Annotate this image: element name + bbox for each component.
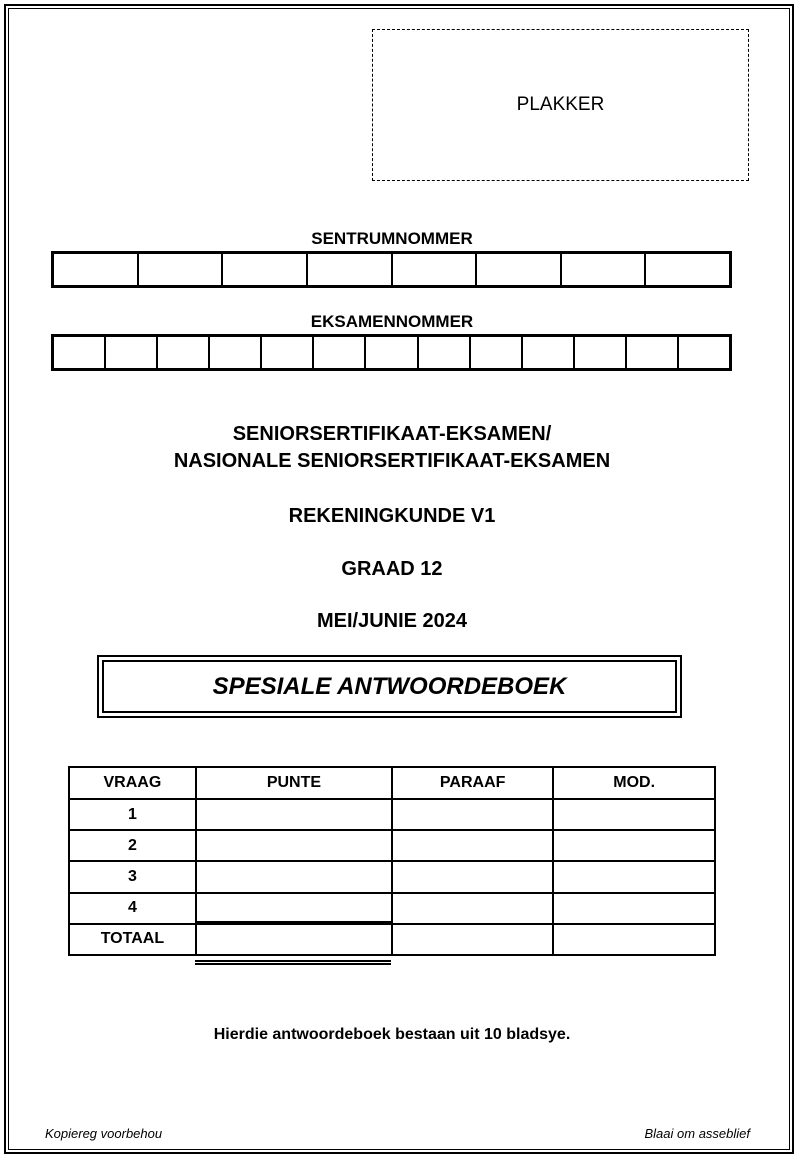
exam-number-digit-box[interactable]: [210, 337, 262, 368]
exam-number-boxes[interactable]: [51, 334, 732, 371]
sticker-label: PLAKKER: [516, 94, 605, 115]
exam-number-digit-box[interactable]: [366, 337, 418, 368]
sticker-box: [372, 29, 749, 181]
question-number: 1: [69, 799, 196, 830]
table-row-total: [69, 924, 715, 955]
booklet-title: SPESIALE ANTWOORDEBOEK: [102, 660, 677, 713]
exam-number-digit-box[interactable]: [262, 337, 314, 368]
centre-number-digit-box[interactable]: [646, 254, 729, 285]
exam-number-digit-box[interactable]: [314, 337, 366, 368]
header-paraaf: PARAAF: [392, 767, 553, 799]
copyright-note: Kopiereg voorbehou: [45, 1126, 163, 1141]
exam-number-digit-box[interactable]: [54, 337, 106, 368]
exam-number-digit-box[interactable]: [419, 337, 471, 368]
centre-number-digit-box[interactable]: [477, 254, 562, 285]
mod-cell[interactable]: [553, 861, 715, 892]
total-top-line: [195, 921, 391, 923]
centre-number-digit-box[interactable]: [223, 254, 308, 285]
total-double-underline-1: [195, 960, 391, 962]
exam-number-digit-box[interactable]: [471, 337, 523, 368]
table-row: [69, 830, 715, 861]
initials-cell[interactable]: [392, 799, 553, 830]
marks-cell[interactable]: [196, 830, 392, 861]
question-number: 2: [69, 830, 196, 861]
marks-cell[interactable]: [196, 893, 392, 924]
total-label: TOTAAL: [69, 924, 196, 955]
exam-number-digit-box[interactable]: [523, 337, 575, 368]
table-row: [69, 861, 715, 892]
total-initials-cell[interactable]: [392, 924, 553, 955]
mod-cell[interactable]: [553, 893, 715, 924]
exam-title-line1: SENIORSERTIFIKAAT-EKSAMEN/: [232, 423, 552, 445]
initials-cell[interactable]: [392, 861, 553, 892]
page-count-note: Hierdie antwoordeboek bestaan uit 10 bladsye.: [213, 1026, 571, 1043]
question-number: 3: [69, 861, 196, 892]
question-number: 4: [69, 893, 196, 924]
exam-number-digit-box[interactable]: [627, 337, 679, 368]
table-row: [69, 893, 715, 924]
exam-number-digit-box[interactable]: [575, 337, 627, 368]
header-vraag: VRAAG: [69, 767, 196, 799]
centre-number-digit-box[interactable]: [139, 254, 224, 285]
marks-cell[interactable]: [196, 799, 392, 830]
date-title: MEI/JUNIE 2024: [316, 610, 468, 632]
mod-cell[interactable]: [553, 830, 715, 861]
initials-cell[interactable]: [392, 893, 553, 924]
centre-number-digit-box[interactable]: [308, 254, 393, 285]
centre-number-label: SENTRUMNOMMER: [311, 229, 473, 248]
total-mod-cell[interactable]: [553, 924, 715, 955]
subject-title: REKENINGKUNDE V1: [288, 505, 496, 527]
marks-table: [68, 766, 716, 956]
centre-number-boxes[interactable]: [51, 251, 732, 288]
total-double-underline-2: [195, 963, 391, 965]
exam-number-digit-box[interactable]: [106, 337, 158, 368]
booklet-title-box: [97, 655, 682, 718]
total-marks-cell[interactable]: [196, 924, 392, 955]
exam-number-digit-box[interactable]: [158, 337, 210, 368]
centre-number-digit-box[interactable]: [54, 254, 139, 285]
turn-over-note: Blaai om asseblief: [644, 1126, 750, 1141]
exam-number-label: EKSAMENNOMMER: [310, 312, 474, 331]
table-row: [69, 799, 715, 830]
header-punte: PUNTE: [196, 767, 392, 799]
mod-cell[interactable]: [553, 799, 715, 830]
initials-cell[interactable]: [392, 830, 553, 861]
centre-number-digit-box[interactable]: [562, 254, 647, 285]
header-mod: MOD.: [553, 767, 715, 799]
marks-cell[interactable]: [196, 861, 392, 892]
exam-title-line2: NASIONALE SENIORSERTIFIKAAT-EKSAMEN: [173, 450, 611, 472]
centre-number-digit-box[interactable]: [393, 254, 478, 285]
exam-number-digit-box[interactable]: [679, 337, 729, 368]
grade-title: GRAAD 12: [341, 558, 443, 580]
